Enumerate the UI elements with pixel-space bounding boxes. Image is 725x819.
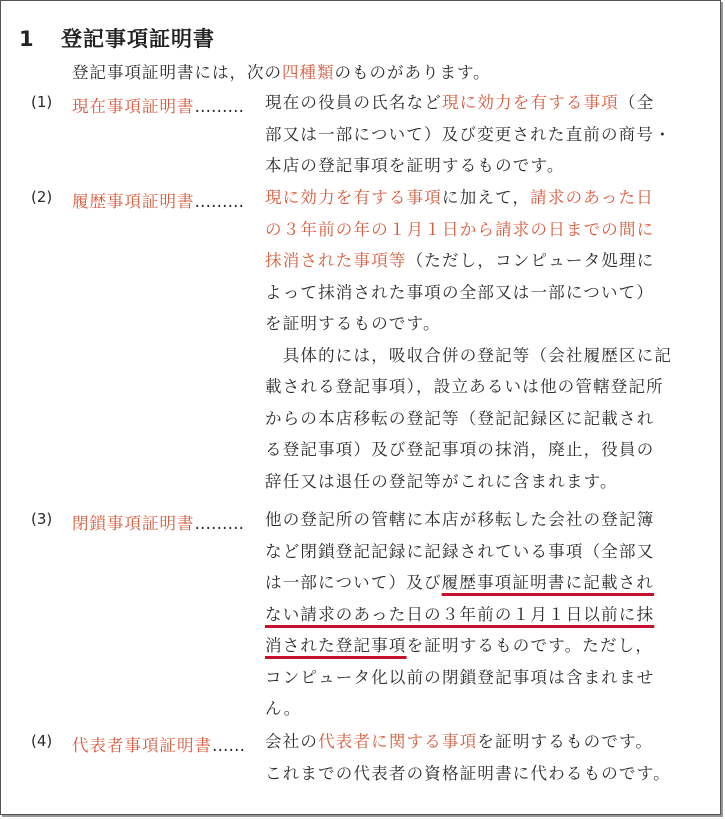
- item-term-label: 閉鎖事項証明書: [72, 514, 195, 533]
- description-line: [265, 599, 697, 631]
- description-line: [265, 536, 697, 568]
- description-line: [265, 726, 697, 758]
- body-text: コンピュータ化以前の閉鎖登記事項は含まれませ: [265, 667, 655, 687]
- emphasis-text: 請求のあった日: [530, 188, 654, 207]
- description-line: [265, 504, 697, 536]
- section-title: 登記事項証明書: [61, 27, 215, 51]
- body-text: （ただし，コンピュータ処理に: [406, 251, 655, 270]
- underlined-text: 履歴事項証明書に記載され: [441, 573, 655, 592]
- body-text: など閉鎖登記記録に記録されている事項（全部又: [265, 541, 655, 561]
- emphasis-text: 現に効力を有する事項: [265, 188, 442, 207]
- description-line: [265, 693, 697, 725]
- item-number: (3): [31, 510, 53, 528]
- leader-dots: ………: [194, 192, 244, 211]
- body-text: これまでの代表者の資格証明書に代わるものです。: [265, 763, 671, 783]
- item-term: [72, 93, 244, 117]
- item-term: [72, 188, 244, 212]
- body-text: 載される登記事項），設立あるいは他の管轄登記所: [265, 377, 664, 396]
- description-line: [265, 150, 697, 182]
- intro-text-before: 登記事項証明書には，次の: [72, 63, 282, 82]
- item-term-label: 履歴事項証明書: [72, 192, 195, 211]
- description-line: [265, 182, 697, 214]
- body-text: を証明するものです。: [265, 314, 441, 333]
- description-line: [265, 403, 697, 435]
- body-text: 具体的には，吸収合併の登記等（会社履歴区に記: [265, 345, 673, 365]
- item-description: [265, 182, 697, 497]
- body-text: を証明するものです。: [477, 732, 654, 751]
- intro-text-after: のものがあります。: [334, 63, 491, 82]
- leader-dots: ……: [212, 736, 245, 755]
- item-number: (1): [31, 93, 53, 111]
- description-line: [265, 630, 697, 662]
- body-text: よって抹消された事項の全部又は一部について）: [265, 282, 655, 302]
- body-text: からの本店移転の登記等（登記記録区に記載され: [265, 408, 655, 428]
- section-heading: [19, 23, 215, 53]
- body-text: 本店の登記事項を証明するものです。: [265, 156, 565, 175]
- description-line: [265, 434, 697, 466]
- body-text: に加えて，: [442, 188, 531, 207]
- description-line: [265, 758, 697, 790]
- item-description: [265, 726, 697, 789]
- leader-dots: ………: [194, 97, 244, 116]
- body-text: （全: [619, 93, 655, 112]
- underlined-text: ない請求のあった日の３年前の１月１日以前に抹: [265, 604, 655, 624]
- item-number: (4): [31, 732, 53, 750]
- underlined-text: 消された登記事項: [265, 636, 407, 655]
- description-line: [265, 119, 697, 151]
- body-text: ん。: [265, 699, 302, 718]
- description-line: [265, 340, 697, 372]
- item-description: [265, 87, 697, 182]
- item-term-label: 代表者事項証明書: [72, 736, 212, 755]
- description-line: [265, 245, 697, 277]
- body-text: 他の登記所の管轄に本店が移転した会社の登記簿: [265, 510, 655, 529]
- description-line: [265, 308, 697, 340]
- body-text: を証明するものです。ただし，: [406, 636, 654, 655]
- intro-emphasis: 四種類: [282, 63, 335, 82]
- emphasis-text: の３年前の年の１月１日から請求の日までの間に: [265, 219, 655, 239]
- description-line: [265, 371, 697, 403]
- description-line: [265, 466, 697, 498]
- item-description: [265, 504, 697, 725]
- body-text: 部又は一部について）及び変更された直前の商号・: [265, 124, 672, 144]
- body-text: 現在の役員の氏名など: [265, 93, 442, 112]
- intro-paragraph: [72, 59, 491, 83]
- body-text: は一部について）及び: [265, 573, 442, 592]
- description-line: [265, 662, 697, 694]
- item-term: [72, 510, 244, 534]
- description-line: [265, 214, 697, 246]
- emphasis-text: 抹消された事項等: [265, 251, 407, 270]
- body-text: 辞任又は退任の登記等がこれに含まれます。: [265, 471, 618, 491]
- item-term: [72, 732, 245, 756]
- item-term-label: 現在事項証明書: [72, 97, 195, 116]
- item-number: (2): [31, 188, 53, 206]
- body-text: る登記事項）及び登記事項の抹消，廃止，役員の: [265, 440, 655, 459]
- emphasis-text: 現に効力を有する事項: [442, 93, 619, 112]
- description-line: [265, 87, 697, 119]
- description-line: [265, 277, 697, 309]
- section-number: 1: [19, 27, 35, 51]
- body-text: 会社の: [265, 732, 319, 751]
- emphasis-text: 代表者に関する事項: [318, 732, 478, 751]
- leader-dots: ………: [194, 514, 244, 533]
- description-line: [265, 567, 697, 599]
